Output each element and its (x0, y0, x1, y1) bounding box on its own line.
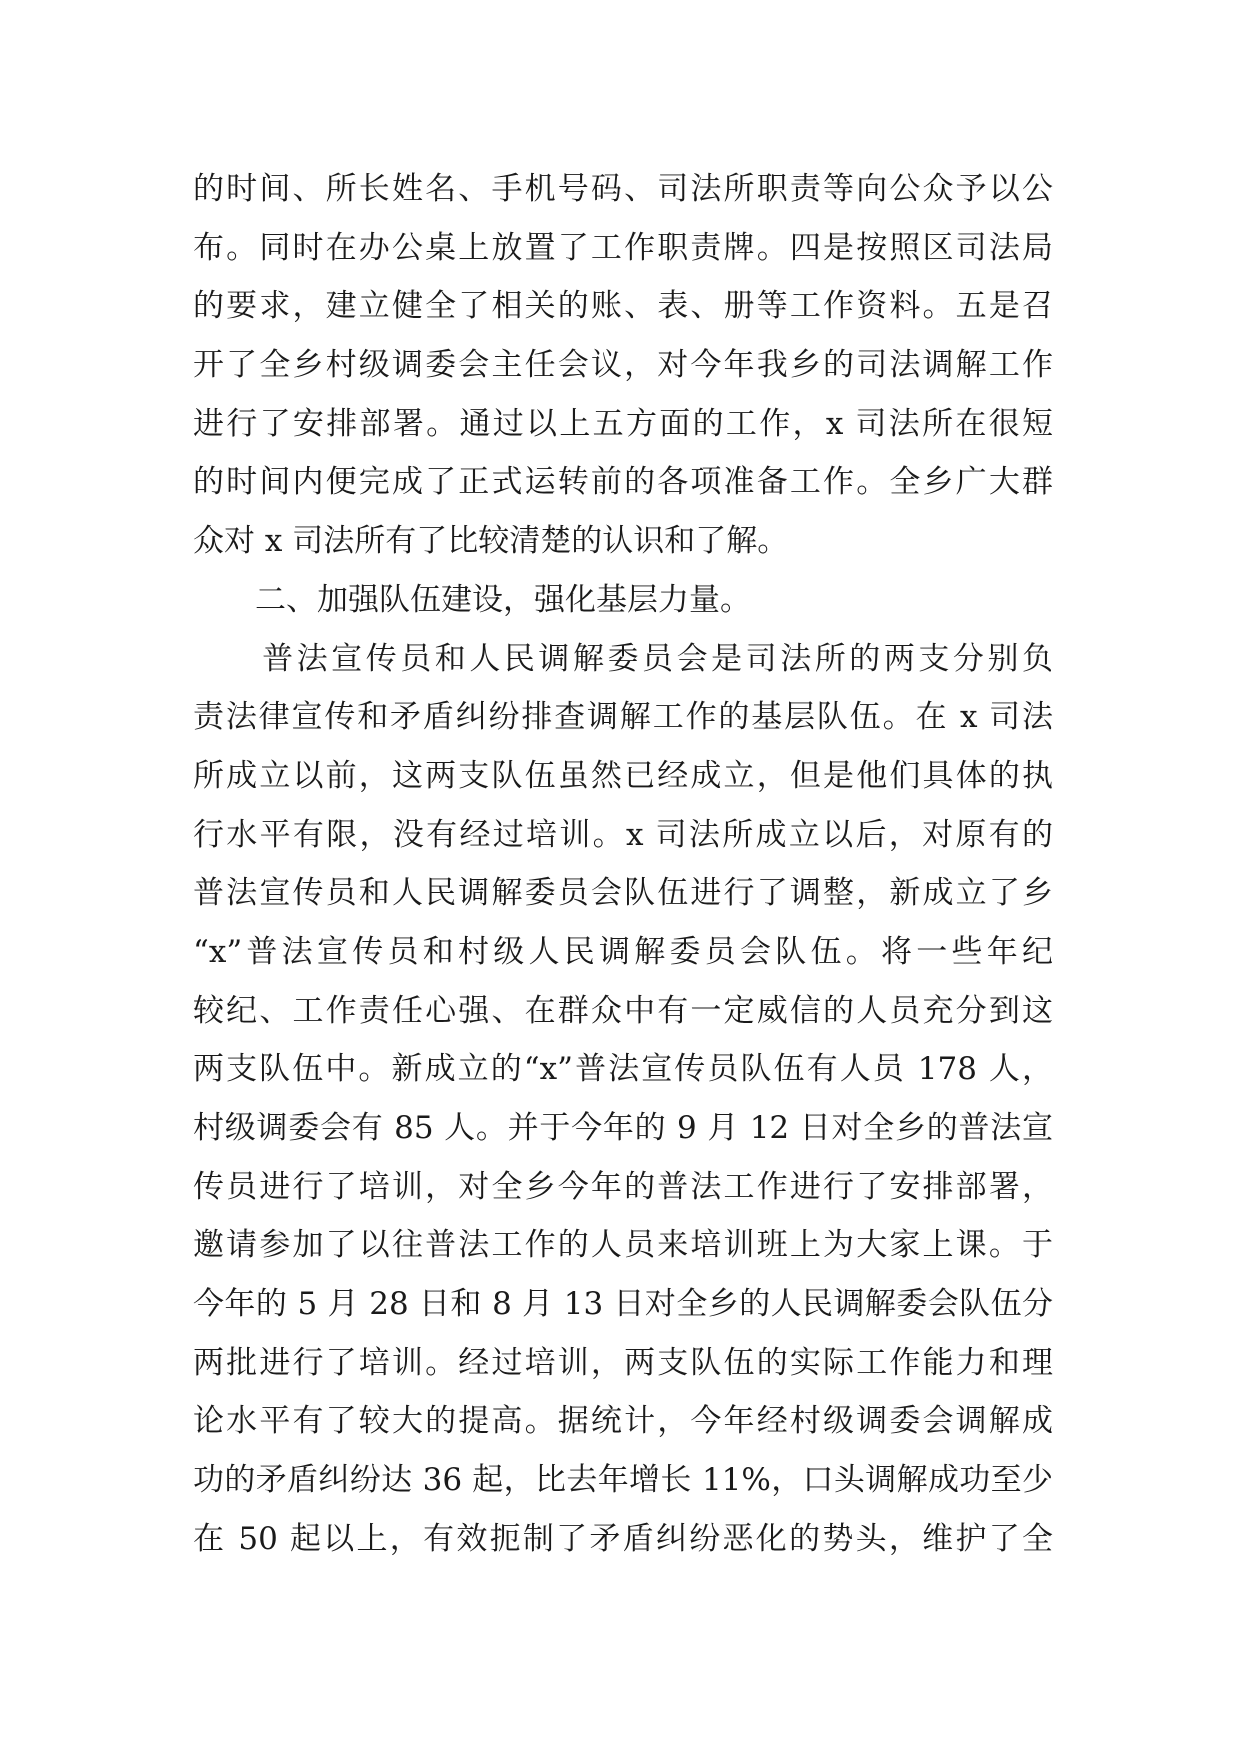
text-line: 传员进行了培训，对全乡今年的普法工作进行了安排部署， (193, 1168, 1053, 1205)
text-line: 今年的 5 月 28 日和 8 月 13 日对全乡的人民调解委会队伍分 (193, 1286, 1053, 1323)
text-line: 两支队伍中。新成立的“x”普法宣传员队伍有人员 178 人， (193, 1051, 1053, 1088)
text-line: 普法宣传员和人民调解委员会队伍进行了调整，新成立了乡 (193, 875, 1053, 912)
text-line: 论水平有了较大的提高。据统计，今年经村级调委会调解成 (193, 1403, 1053, 1440)
text-line: 布。同时在办公桌上放置了工作职责牌。四是按照区司法局 (193, 229, 1053, 266)
text-line: 两批进行了培训。经过培训，两支队伍的实际工作能力和理 (193, 1344, 1053, 1381)
document-body (193, 160, 1053, 1569)
text-line: 责法律宣传和矛盾纠纷排查调解工作的基层队伍。在 x 司法 (193, 699, 1053, 736)
text-line: 行水平有限，没有经过培训。x 司法所成立以后，对原有的 (193, 816, 1053, 853)
text-line: “x”普法宣传员和村级人民调解委员会队伍。将一些年纪 (193, 933, 1053, 970)
text-line: 功的矛盾纠纷达 36 起，比去年增长 11%，口头调解成功至少 (193, 1462, 1053, 1499)
text-line: 进行了安排部署。通过以上五方面的工作，x 司法所在很短 (193, 405, 1053, 442)
text-line: 的时间、所长姓名、手机号码、司法所职责等向公众予以公 (193, 171, 1053, 207)
text-line: 开了全乡村级调委会主任会议，对今年我乡的司法调解工作 (193, 347, 1053, 384)
text-line: 较纪、工作责任心强、在群众中有一定威信的人员充分到这 (193, 992, 1053, 1029)
text-line: 所成立以前，这两支队伍虽然已经成立，但是他们具体的执 (193, 757, 1053, 794)
text-line: 的要求，建立健全了相关的账、表、册等工作资料。五是召 (193, 288, 1053, 325)
text-line: 普法宣传员和人民调解委员会是司法所的两支分别负 (193, 640, 1053, 677)
text-line: 的时间内便完成了正式运转前的各项准备工作。全乡广大群 (193, 464, 1053, 501)
section-heading: 二、加强队伍建设，强化基层力量。 (193, 581, 751, 618)
text-line: 邀请参加了以往普法工作的人员来培训班上为大家上课。于 (193, 1227, 1053, 1264)
text-line: 在 50 起以上，有效扼制了矛盾纠纷恶化的势头，维护了全 (193, 1520, 1053, 1557)
text-line: 村级调委会有 85 人。并于今年的 9 月 12 日对全乡的普法宣 (193, 1110, 1053, 1146)
text-line: 众对 x 司法所有了比较清楚的认识和了解。 (193, 523, 789, 560)
